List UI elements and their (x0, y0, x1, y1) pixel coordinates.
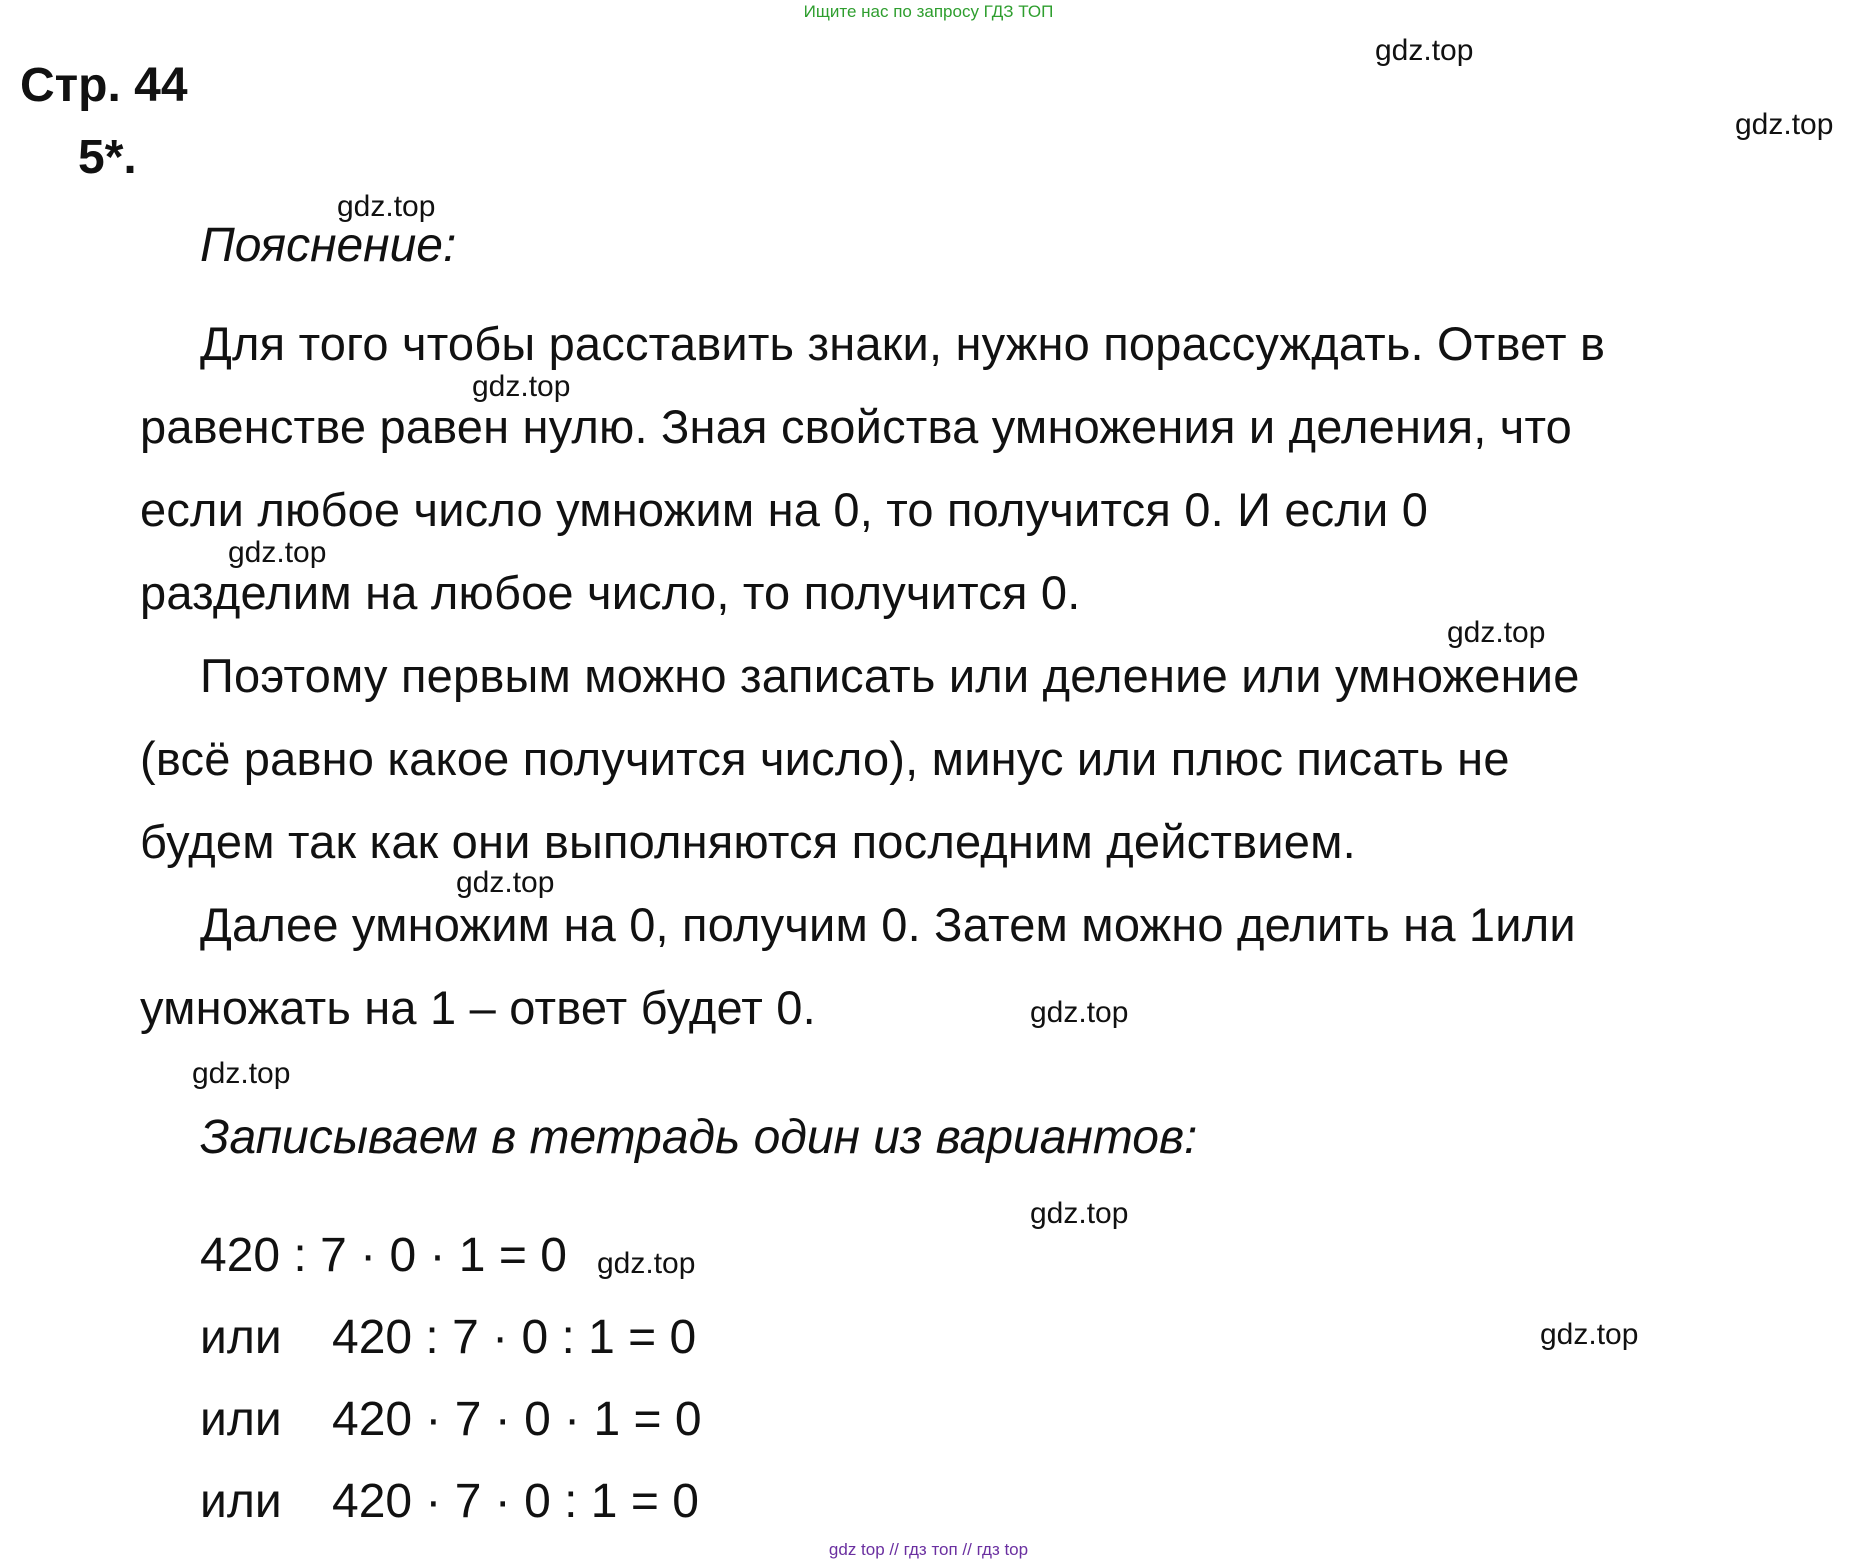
notebook-heading: Записываем в тетрадь один из вариантов: (200, 1111, 1198, 1164)
paragraph-line: разделим на любое число, то получится 0. (140, 566, 1081, 619)
explanation-heading: Пояснение: (200, 219, 457, 272)
watermark: gdz.top (1030, 1197, 1129, 1230)
watermark: gdz.top (597, 1247, 696, 1280)
watermark: gdz.top (192, 1057, 291, 1090)
equation-expression: 420 · 7 · 0 : 1 = 0 (332, 1475, 699, 1528)
watermark: gdz.top (228, 536, 327, 569)
watermark: gdz.top (337, 190, 436, 223)
paragraph-line: Для того чтобы расставить знаки, нужно порассуждать. Ответ в (200, 317, 1606, 370)
equation-prefix: или (200, 1393, 282, 1446)
watermark: gdz.top (1447, 616, 1546, 649)
equation-line (200, 1392, 702, 1447)
paragraph-line: (всё равно какое получится число), минус или плюс писать не (140, 732, 1510, 785)
paragraph-line: равенстве равен нулю. Зная свойства умножения и деления, что (140, 400, 1572, 453)
top-banner: Ищите нас по запросу ГДЗ ТОП (803, 2, 1054, 21)
paragraph-line: умножать на 1 – ответ будет 0. (140, 981, 816, 1034)
equation-line (200, 1310, 696, 1365)
equation-line (200, 1228, 567, 1283)
paragraph-line: Поэтому первым можно записать или деление или умножение (200, 649, 1580, 702)
paragraph-line: будем так как они выполняются последним действием. (140, 815, 1356, 868)
paragraph-line: если любое число умножим на 0, то получится 0. И если 0 (140, 483, 1429, 536)
equation-expression: 420 : 7 · 0 · 1 = 0 (200, 1229, 567, 1282)
watermark: gdz.top (1540, 1318, 1639, 1351)
equation-prefix: или (200, 1311, 282, 1364)
equation-expression: 420 · 7 · 0 · 1 = 0 (332, 1393, 702, 1446)
watermark: gdz.top (1375, 34, 1474, 67)
page-title: Стр. 44 (20, 59, 188, 112)
equation-expression: 420 : 7 · 0 : 1 = 0 (332, 1311, 697, 1364)
watermark: gdz.top (1735, 108, 1834, 141)
watermark: gdz.top (456, 866, 555, 899)
task-number: 5*. (78, 131, 137, 184)
equation-prefix: или (200, 1475, 282, 1528)
watermark: gdz.top (472, 370, 571, 403)
footer-watermark: gdz top // гдз топ // гдз top (828, 1540, 1029, 1559)
paragraph-line: Далее умножим на 0, получим 0. Затем можно делить на 1или (200, 898, 1576, 951)
equation-line (200, 1474, 699, 1529)
watermark: gdz.top (1030, 996, 1129, 1029)
